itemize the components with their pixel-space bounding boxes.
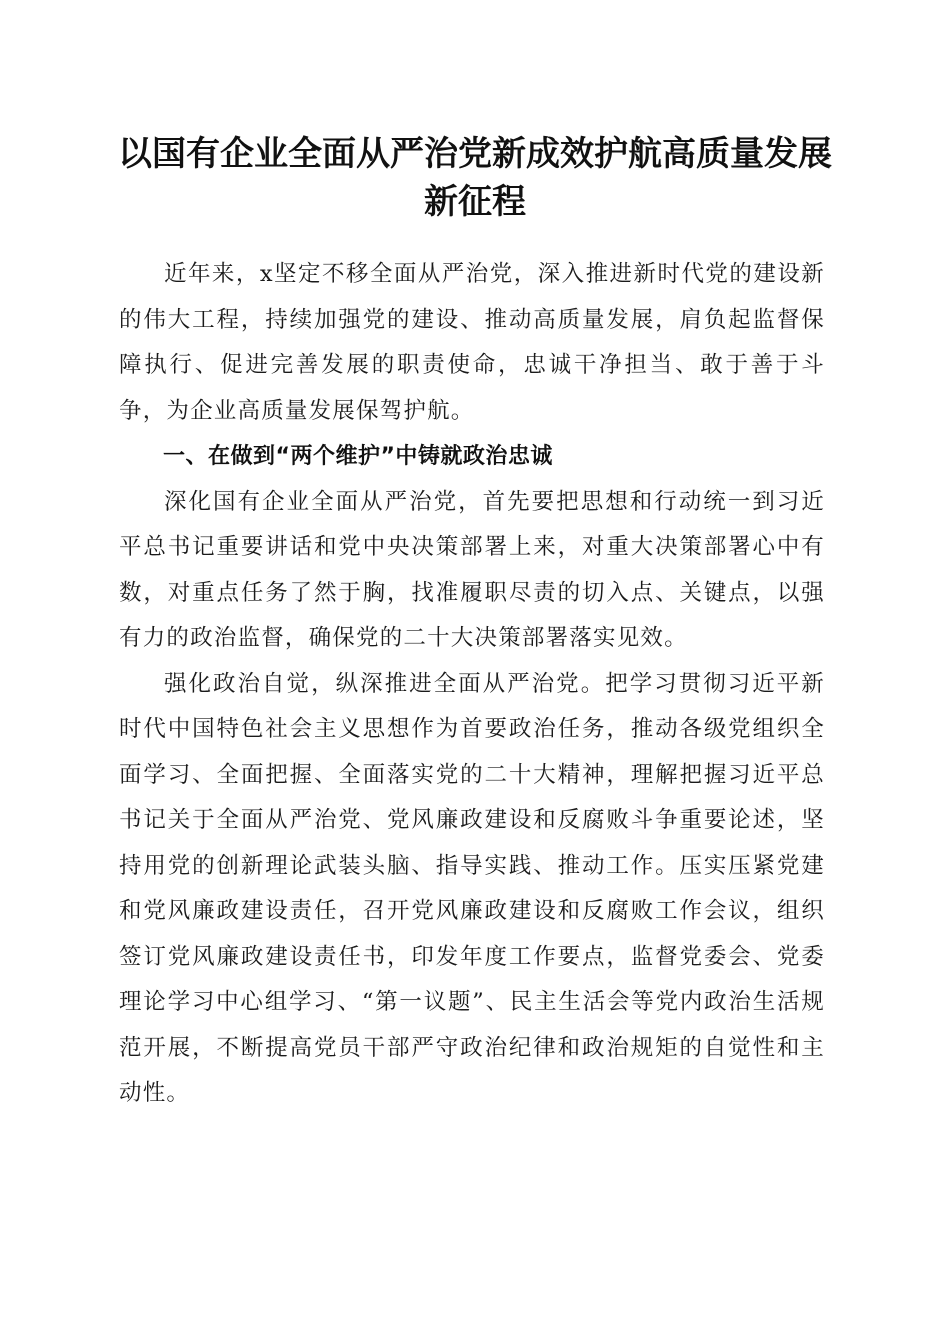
- section-paragraph: 强化政治自觉，纵深推进全面从严治党。把学习贯彻习近平新时代中国特色社会主义思想作为首要政治任务，推动各级党组织全面学习、全面把握、全面落实党的二十大精神，理解把握习近平总书记关于全面从严治党、党风廉政建设和反腐败斗争重要论述，坚持用党的创新理论武装头脑、指导实践、推动工作。压实压紧党建和党风廉政建设责任，召开党风廉政建设和反腐败工作会议，组织签订党风廉政建设责任书，印发年度工作要点，监督党委会、党委理论学习中心组学习、“第一议题”、民主生活会等党内政治生活规范开展，不断提高党员干部严守政治纪律和政治规矩的自觉性和主动性。: [119, 670, 825, 1106]
- document-title: 以国有企业全面从严治党新成效护航高质量发展新征程: [118, 134, 832, 222]
- section-heading: 一、在做到“两个维护”中铸就政治忠诚: [163, 444, 553, 469]
- document-body: [119, 252, 825, 1117]
- intro-paragraph: 近年来，x坚定不移全面从严治党，深入推进新时代党的建设新的伟大工程，持续加强党的建设、推动高质量发展，肩负起监督保障执行、促进完善发展的职责使命，忠诚干净担当、敢于善于斗争，为企业高质量发展保驾护航。: [119, 261, 825, 424]
- section-paragraph: 深化国有企业全面从严治党，首先要把思想和行动统一到习近平总书记重要讲话和党中央决策部署上来，对重大决策部署心中有数，对重点任务了然于胸，找准履职尽责的切入点、关键点，以强有力的政治监督，确保党的二十大决策部署落实见效。: [119, 488, 825, 651]
